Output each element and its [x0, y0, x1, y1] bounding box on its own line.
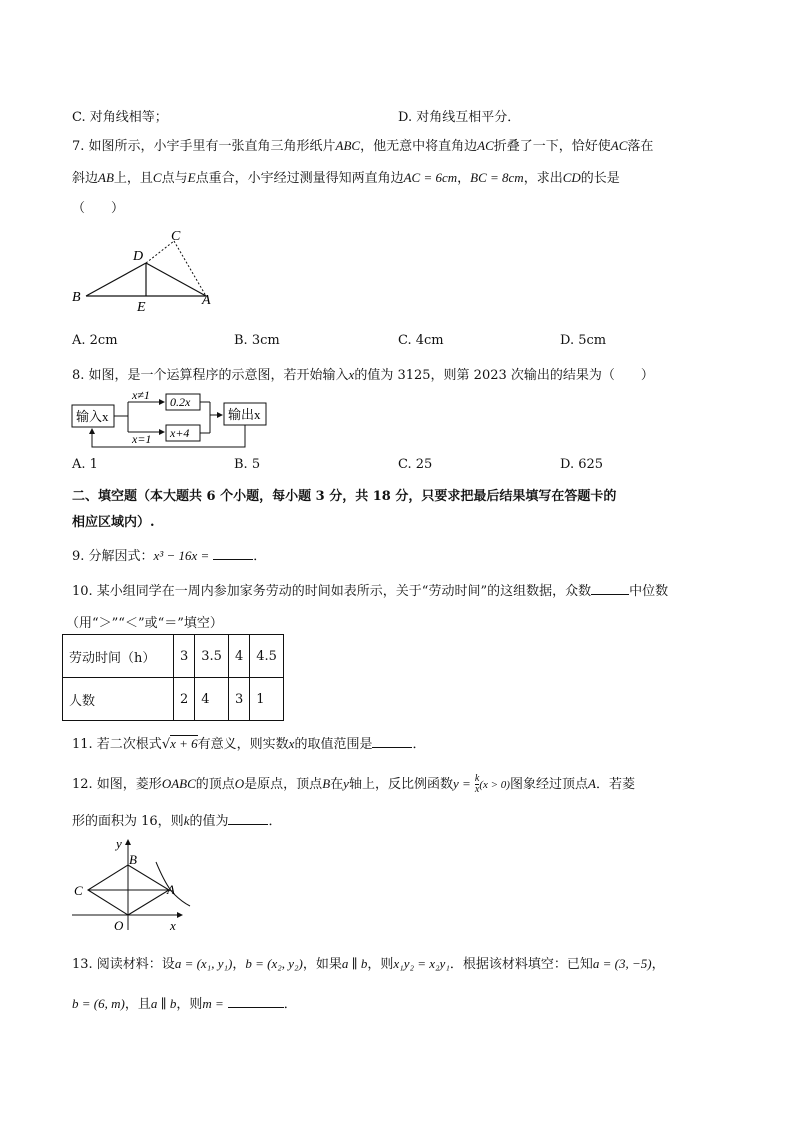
- fraction-k-over-x: $\frac{k}{x}$: [474, 773, 480, 795]
- q7-option-d: D. 5cm: [560, 333, 607, 348]
- q9-question: 9. 分解因式：x³ − 16x = ．: [72, 548, 267, 564]
- q7-option-a: A. 2cm: [72, 333, 118, 348]
- q12-rhombus-figure: [66, 834, 200, 934]
- q11-question: 11. 若二次根式√x + 6有意义，则实数x的取值范围是 ．: [72, 736, 426, 752]
- q7-line2: 斜边AB上，且C点与E点重合，小宇经过测量得知两直角边AC = 6cm，BC = 8cm，求出CD的长是: [72, 170, 620, 186]
- flow-cond-top: x≠1: [132, 389, 150, 402]
- label-d: D: [133, 249, 144, 264]
- label-b: B: [72, 290, 81, 305]
- label-b: B: [129, 852, 137, 867]
- table-cell: 2: [174, 678, 195, 721]
- section2-heading-line1: 二、填空题（本大题共 6 个小题，每小题 3 分，共 18 分，只要求把最后结果填写在答题卡的: [72, 489, 617, 504]
- table-cell: 人数: [63, 678, 174, 721]
- table-cell: 劳动时间（h）: [63, 635, 174, 678]
- section2-heading-line2: 相应区域内）.: [72, 515, 155, 530]
- q10-line2: （用“＞”“＜”或“＝”填空）: [66, 616, 223, 631]
- table-cell: 4: [195, 678, 229, 721]
- q7-option-c: C. 4cm: [398, 333, 444, 348]
- segment-da: [146, 263, 206, 296]
- flow-op1-label: 0.2x: [170, 395, 191, 409]
- q10-table: [62, 634, 284, 721]
- label-o: O: [114, 918, 124, 933]
- q8-option-a: A. 1: [72, 457, 98, 472]
- label-a: A: [202, 293, 211, 308]
- label-e: E: [137, 300, 146, 315]
- q8-option-b: B. 5: [234, 457, 261, 472]
- flow-cond-bottom: x=1: [132, 432, 152, 446]
- table-cell: 3: [174, 635, 195, 678]
- q12-line2: 形的面积为 16，则k的值为 ．: [72, 813, 282, 829]
- q12-answer-blank[interactable]: [228, 812, 268, 825]
- q13-line2: b = (6, m)，且a ∥ b，则m = ．: [72, 996, 297, 1012]
- flow-output-label: 输出x: [228, 407, 261, 422]
- q10-answer-blank[interactable]: [591, 582, 629, 595]
- q11-answer-blank[interactable]: [372, 735, 412, 748]
- flow-input-label: 输入x: [76, 409, 109, 424]
- table-row: [63, 678, 284, 721]
- label-y: y: [116, 836, 122, 851]
- q7-paren: （ ）: [72, 201, 125, 216]
- label-a: A: [167, 882, 175, 897]
- q8-question: 8. 如图，是一个运算程序的示意图，若开始输入x的值为 3125，则第 2023 次输出的结果为（ ）: [72, 367, 654, 383]
- table-cell: 4: [228, 635, 249, 678]
- table-row: [63, 635, 284, 678]
- label-x: x: [170, 918, 176, 933]
- q8-option-d: D. 625: [560, 457, 604, 472]
- q8-flowchart: [68, 389, 274, 451]
- sqrt-sign: √: [161, 737, 171, 752]
- q13-answer-blank[interactable]: [228, 995, 284, 1008]
- q6-option-d: D. 对角线互相平分．: [398, 110, 521, 125]
- q6-option-c: C. 对角线相等；: [72, 110, 168, 125]
- q13-line1: 13. 阅读材料：设a = (x₁, y₁)，b = (x₂, y₂)，如果a ∥ b，则x₁y₂ = x₂y₁．根据该材料填空：已知a = (3, −5)，: [72, 956, 665, 972]
- q7-option-b: B. 3cm: [234, 333, 280, 348]
- table-cell: 4.5: [250, 635, 284, 678]
- table-cell: 1: [250, 678, 284, 721]
- table-cell: 3.5: [195, 635, 229, 678]
- q7-line1: 7. 如图所示，小宇手里有一张直角三角形纸片ABC，他无意中将直角边AC折叠了一下，恰好使AC落在: [72, 138, 654, 154]
- segment-bd: [86, 263, 146, 296]
- flow-op2-label: x+4: [170, 426, 190, 440]
- q7-triangle-figure: [68, 226, 228, 316]
- segment-dc-dashed: [146, 241, 174, 263]
- q8-option-c: C. 25: [398, 457, 433, 472]
- q9-answer-blank[interactable]: [213, 547, 253, 560]
- label-c: C: [171, 229, 181, 244]
- table-cell: 3: [228, 678, 249, 721]
- q10-line1: 10. 某小组同学在一周内参加家务劳动的时间如表所示，关于“劳动时间”的这组数据，众数 中位数: [72, 584, 669, 599]
- label-c: C: [74, 883, 83, 898]
- q12-line1: 12. 如图，菱形OABC的顶点O是原点，顶点B在y轴上，反比例函数y = $\frac{k}{x}$ (x > 0)图象经过顶点A．若菱: [72, 773, 635, 795]
